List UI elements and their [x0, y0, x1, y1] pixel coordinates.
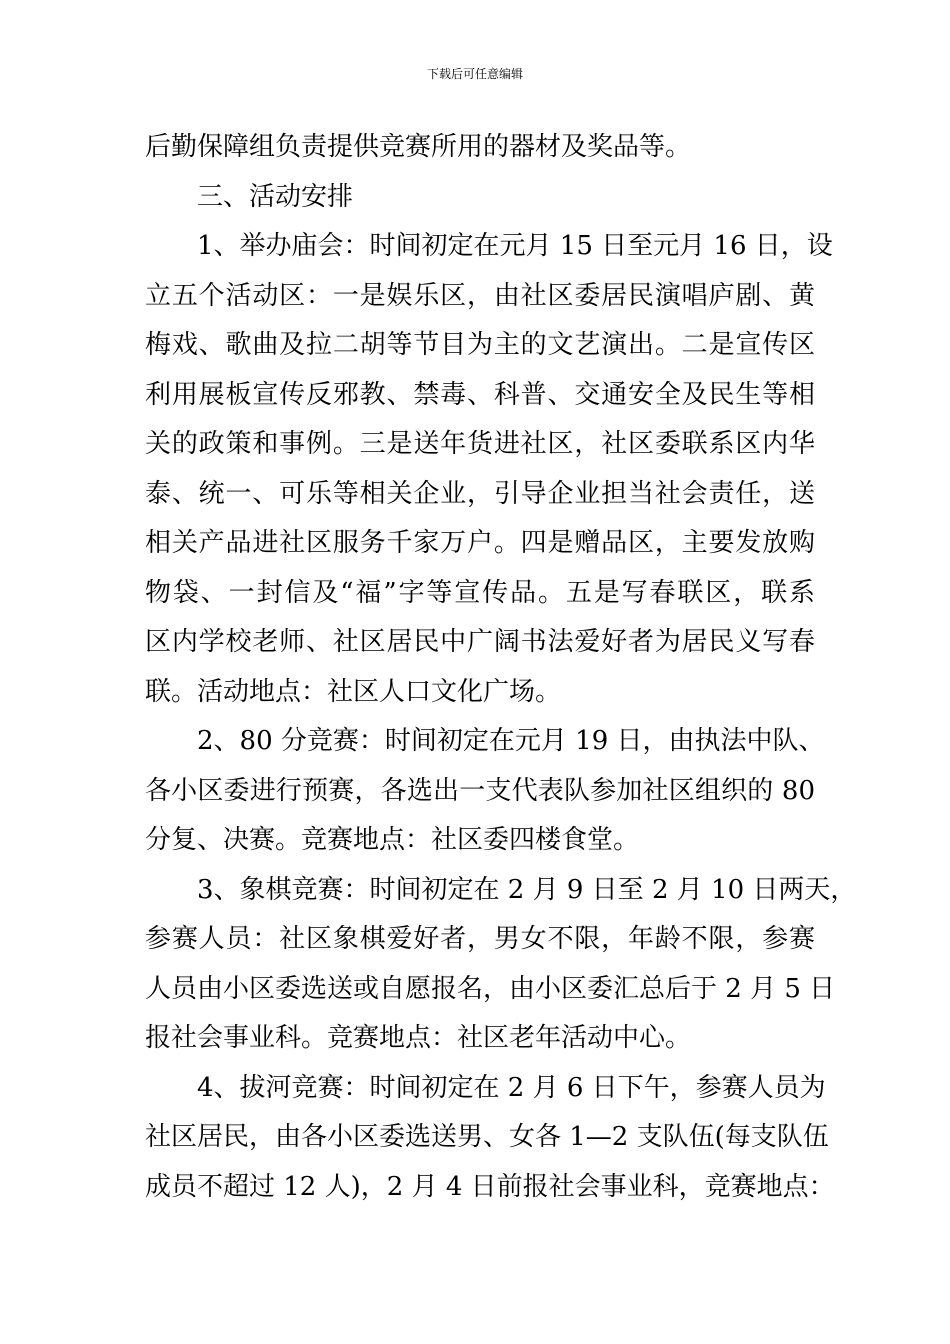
text-line: 1、举办庙会：时间初定在元月 15 日至元月 16 日，设	[197, 231, 833, 261]
text-line: 立五个活动区：一是娱乐区，由社区委居民演唱庐剧、黄	[145, 280, 815, 311]
text-line: 泰、统一、可乐等相关企业，引导企业担当社会责任，送	[145, 478, 815, 509]
text-line: 2、80 分竞赛：时间初定在元月 19 日，由执法中队、	[197, 726, 825, 756]
page-header: 下载后可任意编辑	[426, 67, 523, 81]
text-line: 报社会事业科。竞赛地点：社区老年活动中心。	[145, 1023, 692, 1053]
text-line: 4、拔河竞赛：时间初定在 2 月 6 日下午，参赛人员为	[197, 1072, 826, 1103]
text-line: 梅戏、歌曲及拉二胡等节目为主的文艺演出。二是宣传区	[145, 330, 815, 360]
text-line: 分复、决赛。竞赛地点：社区委四楼食堂。	[145, 825, 640, 855]
text-line: 社区居民，由各小区委选送男、女各 1—2 支队伍(每支队伍	[145, 1122, 829, 1152]
text-line: 相关产品进社区服务千家万户。四是赠品区，主要发放购	[145, 528, 815, 558]
section-heading: 三、活动安排	[197, 181, 354, 212]
text-line: 物袋、一封信及“福”字等宣传品。五是写春联区，联系	[145, 577, 815, 608]
text-line: 关的政策和事例。三是送年货进社区，社区委联系区内华	[145, 429, 815, 459]
document-body	[145, 123, 857, 1212]
text-line: 联。活动地点：社区人口文化广场。	[145, 676, 562, 707]
text-line: 3、象棋竞赛：时间初定在 2 月 9 日至 2 月 10 日两天，	[197, 874, 857, 905]
text-line: 人员由小区委选送或自愿报名，由小区委汇总后于 2 月 5 日	[145, 973, 836, 1004]
text-line: 后勤保障组负责提供竞赛所用的器材及奖品等。	[145, 132, 692, 162]
text-line: 利用展板宣传反邪教、禁毒、科普、交通安全及民生等相	[145, 379, 815, 410]
text-line: 区内学校老师、社区居民中广阔书法爱好者为居民义写春	[145, 627, 815, 657]
text-line: 参赛人员：社区象棋爱好者，男女不限，年龄不限，参赛	[145, 924, 815, 954]
text-line: 各小区委进行预赛，各选出一支代表队参加社区组织的 80	[145, 775, 815, 806]
text-line: 成员不超过 12 人)，2 月 4 日前报社会事业科，竞赛地点：	[145, 1171, 835, 1202]
